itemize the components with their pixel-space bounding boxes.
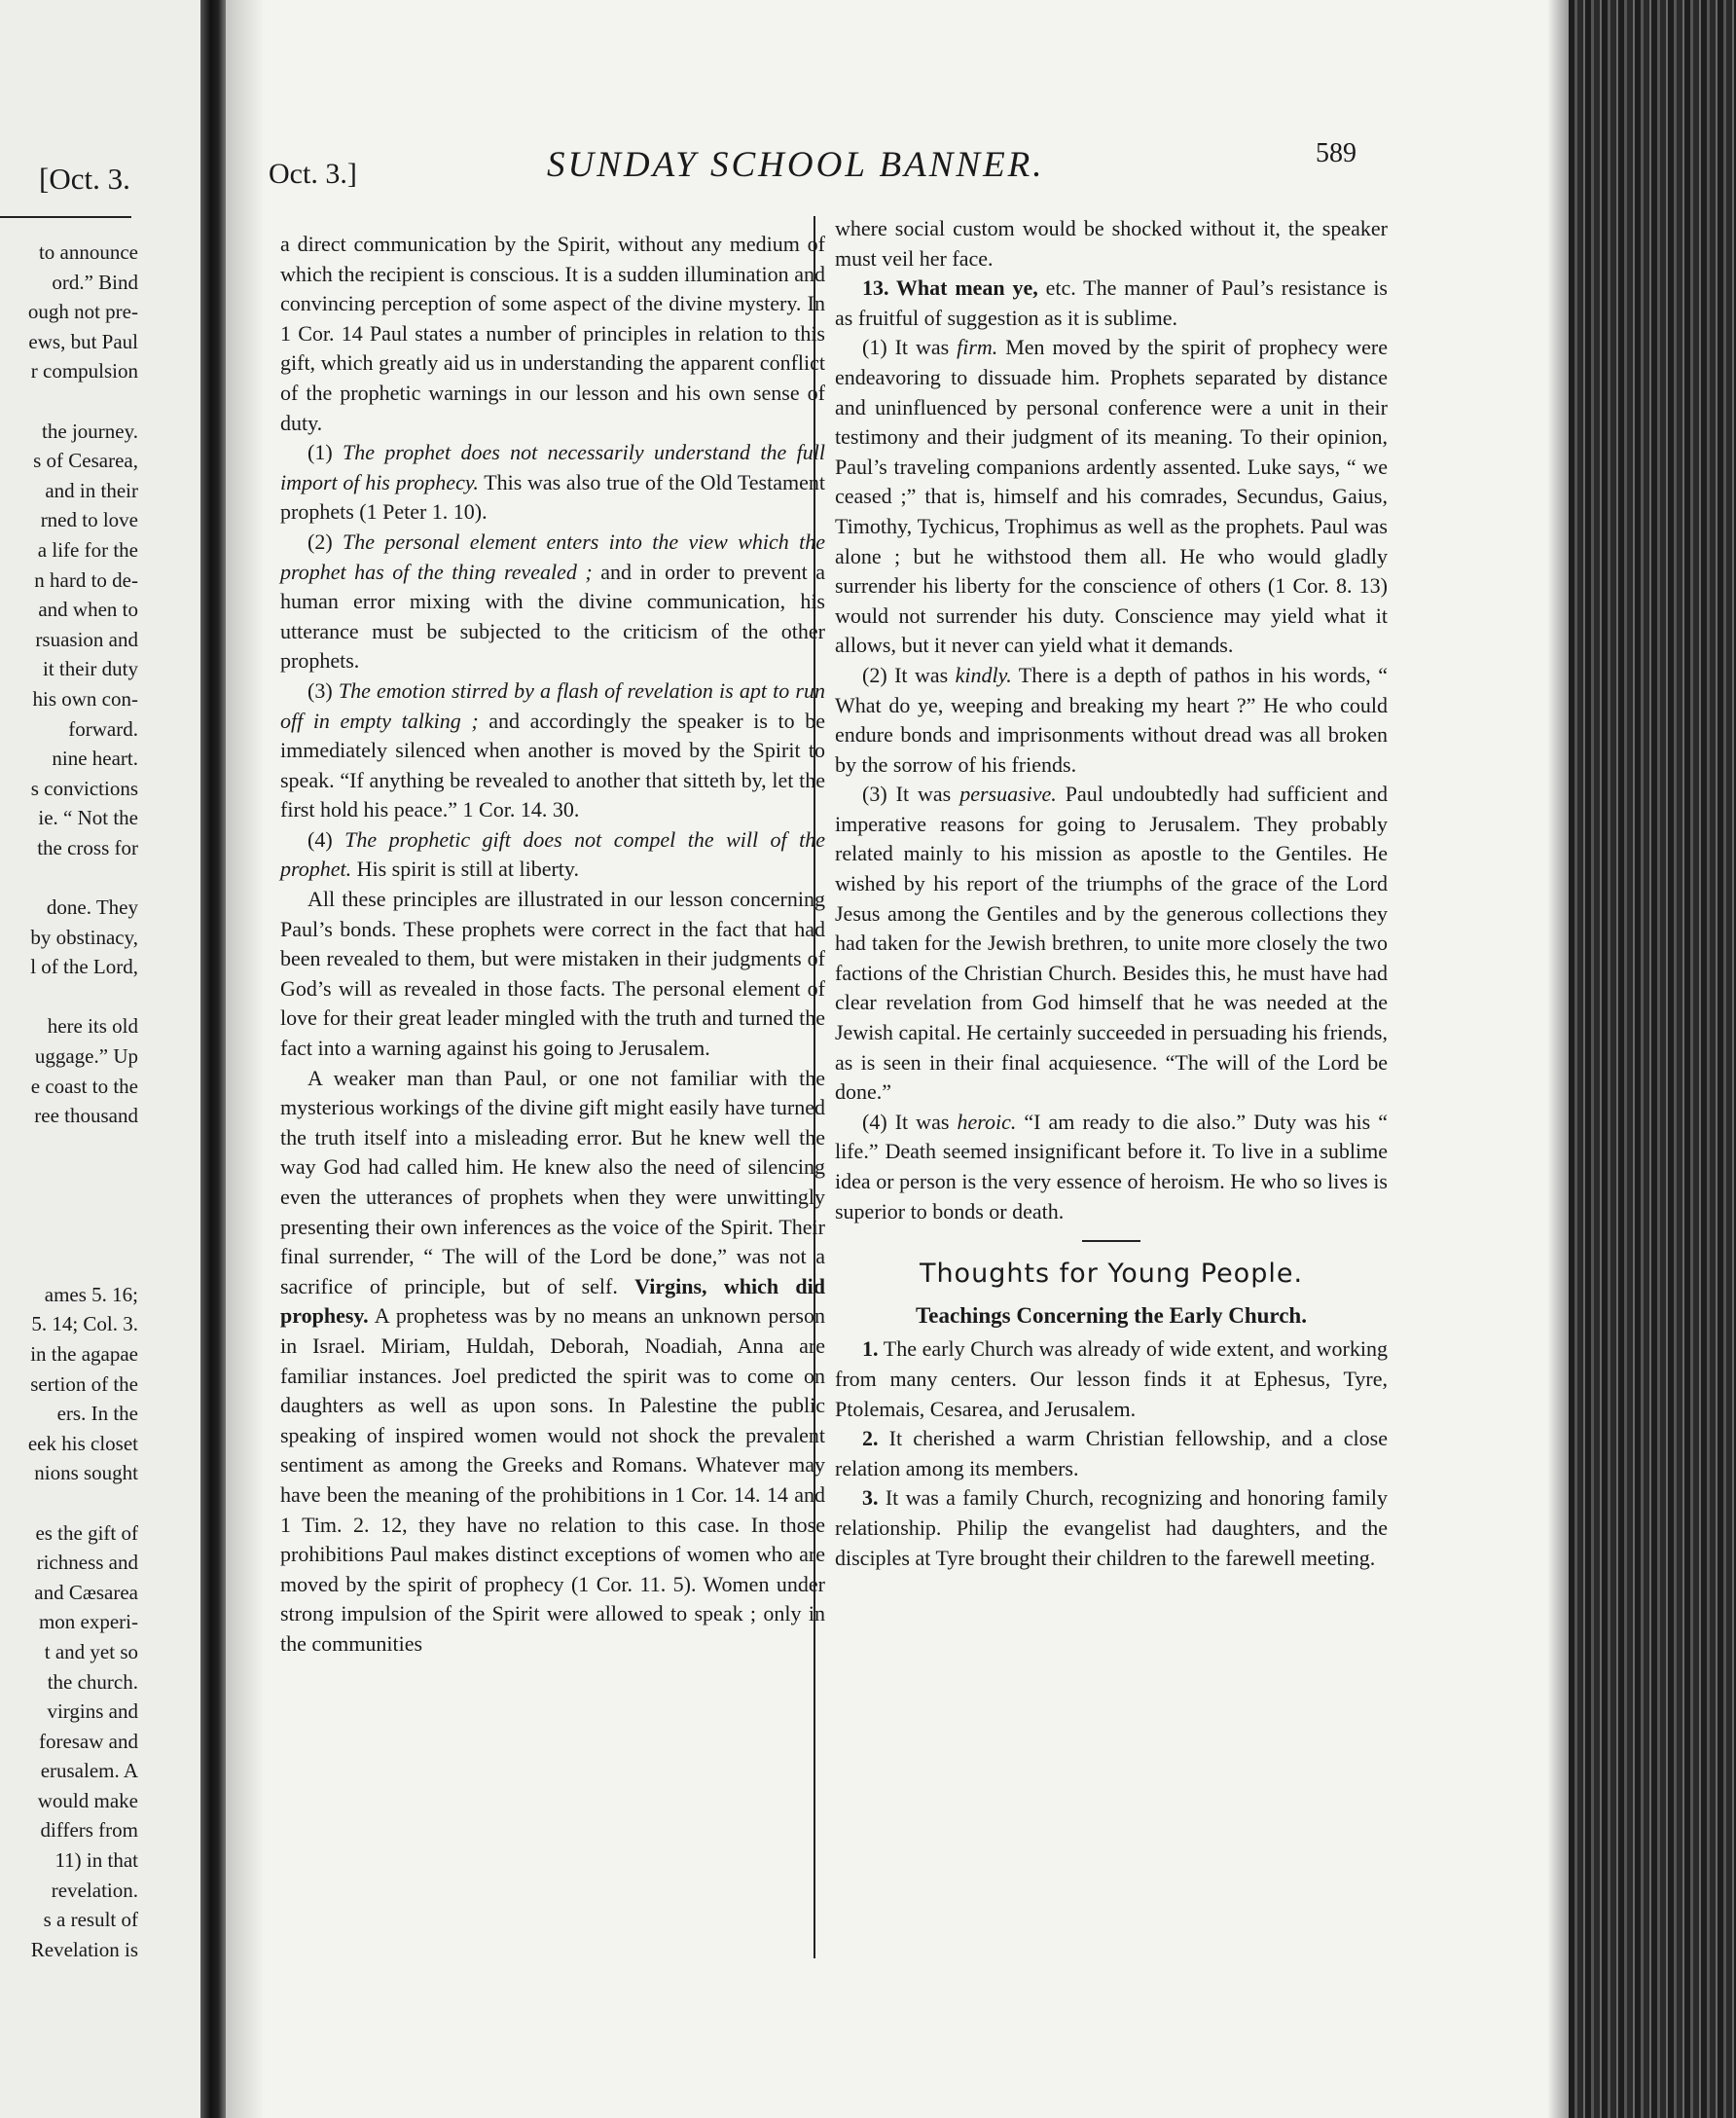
bold-lemma: Virgins, which did prophesy.	[280, 1273, 825, 1329]
left-page-line: ree thousand	[34, 1104, 138, 1128]
principle-number: (1)	[307, 440, 344, 465]
left-page-line: mon experi-	[38, 1610, 138, 1634]
left-page-line: in the agapae	[30, 1341, 138, 1366]
left-page-line: s convictions	[30, 776, 138, 800]
left-page-line: ough not pre-	[27, 300, 138, 324]
book-gutter	[200, 0, 226, 2118]
running-head-title: SUNDAY SCHOOL BANNER.	[547, 145, 1045, 185]
left-page-line	[0, 1250, 138, 1280]
left-page-line: erusalem. A	[40, 1759, 138, 1783]
column-right	[835, 214, 1388, 1573]
left-page-line	[0, 862, 138, 893]
left-facing-page	[0, 0, 200, 2118]
left-page-line: s a result of	[43, 1908, 138, 1932]
point-4	[835, 1108, 1388, 1226]
left-page-line: the cross for	[37, 835, 138, 859]
running-head-date: Oct. 3.]	[269, 158, 357, 190]
principle-2	[280, 528, 825, 676]
principle-number: (4)	[307, 826, 345, 852]
teaching-2	[835, 1424, 1388, 1483]
left-page-line: rsuasion and	[35, 627, 138, 651]
point-text: There is a depth of pathos in his words, “ What do ye, weeping and breaking my heart ?” He who could endure bonds and imprisonments without dread was all broken by the sorrow of his friends.	[835, 662, 1388, 777]
left-page-line: it their duty	[43, 657, 138, 681]
left-page-line: es the gift of	[35, 1520, 138, 1545]
point-number: (1) It was	[862, 335, 958, 360]
principle-4	[280, 825, 825, 885]
principle-statement: The emotion stirred by a flash of revelation is apt to run off in empty talking ;	[280, 677, 825, 733]
principle-text: This was also true of the Old Testament prophets (1 Peter 1. 10).	[280, 469, 825, 525]
teaching-1	[835, 1334, 1388, 1424]
left-page-line: nions sought	[34, 1461, 138, 1485]
point-keyword: persuasive.	[959, 782, 1057, 807]
principle-text: His spirit is still at liberty.	[351, 857, 579, 882]
principle-text: and in order to prevent a human error mixing with the divine communication, his utterance must be subjected to the criticism of the other prophets.	[280, 559, 825, 674]
left-page-line: and Cæsarea	[34, 1580, 138, 1604]
book-page-edges	[1569, 0, 1736, 2118]
principle-statement: The personal element enters into the view which the prophet has of the thing revealed ;	[280, 529, 826, 584]
point-text: “I am ready to die also.” Duty was his “ life.” Death seemed insignificant before it. To live in a sublime idea or person is the very essence of heroism. He who so lives is superior to bonds or death.	[835, 1109, 1388, 1223]
teaching-number: 2.	[862, 1426, 879, 1451]
left-page-line: virgins and	[47, 1699, 138, 1724]
main-page	[226, 0, 1569, 2118]
paragraph-text: A prophetess was by no means an unknown person in Israel. Miriam, Huldah, Deborah, Noadiah, Anna are familiar instances. Joel predicted the spirit was to come on daughters as well as upon sons. In Palestine the public speaking of inspired women would not shock the prevalent sentiment as among the Greeks and Romans. Whatever may have been the meaning of the prohibitions in 1 Cor. 14. 14 and 1 Tim. 2. 12, they have no relation to this case. In those prohibitions Paul makes distinct exceptions of women who are moved by the spirit of prophecy (1 Cor. 11. 5). Women under strong impulsion of the Spirit were allowed to speak ; only in the communities	[280, 1303, 825, 1656]
principle-text: and accordingly the speaker is to be immediately silenced when another is moved by the Spirit to speak. “If anything be revealed to another that sitteth by, let the first hold his peace.” 1 Cor. 14. 30.	[280, 708, 826, 822]
left-page-line: revelation.	[51, 1878, 138, 1902]
point-text: Men moved by the spirit of prophecy were endeavoring to dissuade him. Prophets separated by distance and uninfluenced by personal conference were a unit in their testimony and their judgment of its meaning. To their opinion, Paul’s traveling companions ardently assented. Luke says, “ we ceased ;” that is, himself and his comrades, Secundus, Gaius, Timothy, Tychicus, Trophimus as well as the prophets. Paul was alone ; but he withstood them all. He who would gladly surrender his liberty for the conscience of others (1 Cor. 8. 13) would not surrender his duty. Conscience may yield what it allows, but it never can yield what it demands.	[835, 335, 1388, 658]
left-page-line: forward.	[68, 716, 138, 741]
left-page-line: a life for the	[37, 537, 138, 562]
left-page-line: ames 5. 16;	[44, 1282, 138, 1306]
paragraph	[835, 274, 1388, 333]
left-page-line	[0, 1190, 138, 1221]
left-page-line: sertion of the	[30, 1371, 138, 1396]
bold-lemma: 13. What mean ye,	[862, 275, 1038, 301]
principle-statement: The prophet does not necessarily understand the full import of his prophecy.	[280, 440, 825, 494]
left-page-line	[0, 982, 138, 1012]
left-page-line	[0, 1488, 138, 1518]
left-page-line: 11) in that	[54, 1848, 138, 1873]
left-page-header: [Oct. 3.	[39, 162, 130, 196]
left-page-line: here its old	[47, 1014, 138, 1039]
principle-3	[280, 676, 825, 825]
left-page-line: n hard to de-	[34, 567, 138, 592]
left-page-rule	[0, 216, 131, 218]
page-number: 589	[1316, 138, 1356, 168]
left-page-line: rned to love	[40, 508, 138, 532]
paragraph-text: A weaker man than Paul, or one not familiar with the mysterious workings of the divine gift might easily have turned the truth itself into a misleading error. But he knew well the way God had called him. He knew also the need of silencing even the utterances of prophets when they were unwittingly presenting their own inferences as the voice of the Spirit. Their final surrender, “ The will of the Lord be done,” was not a sacrifice of principle, but of self.	[280, 1065, 825, 1298]
point-keyword: kindly.	[955, 662, 1012, 687]
section-separator	[1082, 1240, 1140, 1242]
left-page-line: ord.” Bind	[52, 270, 138, 294]
left-page-line: ers. In the	[56, 1402, 138, 1426]
left-page-line: Revelation is	[30, 1937, 138, 1961]
left-page-line: t and yet so	[44, 1639, 138, 1663]
point-keyword: heroic.	[957, 1109, 1017, 1134]
left-page-line	[0, 1131, 138, 1161]
paragraph: All these principles are illustrated in our lesson concerning Paul’s bonds. These prophets were correct in the fact that had been revealed to them, but were mistaken in their judgments of God’s will as revealed in those facts. The personal element of love for their great leader mingled with the truth and turned the fact into a warning against his going to Jerusalem.	[280, 887, 825, 1061]
left-page-line: eek his closet	[27, 1431, 138, 1455]
left-page-line: the journey.	[42, 419, 138, 443]
left-page-line	[0, 1221, 138, 1251]
principle-1	[280, 438, 825, 528]
principle-statement: The prophetic gift does not compel the will of the prophet.	[280, 826, 825, 882]
teaching-3	[835, 1483, 1388, 1573]
left-page-line: and when to	[38, 598, 138, 622]
page-edge-curl	[1547, 0, 1569, 2118]
teaching-text: It cherished a warm Christian fellowship, and a close relation among its members.	[835, 1426, 1388, 1480]
teaching-number: 1.	[862, 1336, 879, 1362]
point-2	[835, 661, 1388, 780]
left-page-line: nine heart.	[52, 747, 138, 771]
point-number: (4) It was	[862, 1109, 958, 1134]
left-page-line: e coast to the	[30, 1074, 138, 1098]
left-page-line: foresaw and	[38, 1729, 138, 1753]
teaching-text: The early Church was already of wide extent, and working from many centers. Our lesson finds it at Ephesus, Tyre, Ptolemais, Cesarea, and Jerusalem.	[835, 1336, 1388, 1421]
left-page-line: 5. 14; Col. 3.	[31, 1312, 138, 1336]
section-subtitle: Teachings Concerning the Early Church.	[916, 1302, 1307, 1328]
left-page-line: the church.	[47, 1669, 138, 1694]
teaching-text: It was a family Church, recognizing and honoring family relationship. Philip the evangelist had daughters, and the disciples at Tyre brought their children to the farewell meeting.	[835, 1485, 1388, 1570]
point-keyword: firm.	[957, 335, 998, 360]
left-page-line: richness and	[36, 1551, 138, 1575]
principle-number: (2)	[307, 529, 344, 554]
left-page-line: ie. “ Not the	[38, 806, 138, 830]
paragraph-text: etc. The manner of Paul’s resistance is as fruitful of suggestion as it is sublime.	[835, 275, 1388, 330]
paragraph: a direct communication by the Spirit, without any medium of which the recipient is conscious. It is a sudden illumination and convincing perception of some aspect of the divine mystery. In 1 Cor. 14 Paul states a number of principles in relation to this gift, which greatly aid us in understanding the apparent conflict of the prophetic warnings in our lesson and his own sense of duty.	[280, 232, 825, 435]
left-page-text	[0, 237, 138, 1964]
left-page-line: done. They	[46, 895, 138, 920]
left-page-line: would make	[37, 1788, 138, 1812]
section-title: Thoughts for Young People.	[919, 1259, 1304, 1290]
left-page-line	[0, 1160, 138, 1190]
point-1	[835, 333, 1388, 661]
principle-number: (3)	[307, 677, 339, 703]
column-left	[280, 230, 825, 1660]
left-page-line: by obstinacy,	[30, 925, 138, 949]
left-page-line: his own con-	[32, 686, 138, 711]
left-page-line	[0, 386, 138, 417]
left-page-line: ews, but Paul	[28, 329, 138, 353]
paragraph	[280, 1064, 825, 1660]
left-page-line: r compulsion	[30, 359, 138, 383]
paragraph: where social custom would be shocked without it, the speaker must veil her face.	[835, 216, 1388, 271]
teaching-number: 3.	[862, 1485, 879, 1511]
point-number: (3) It was	[862, 782, 960, 807]
left-page-line: uggage.” Up	[34, 1044, 138, 1069]
page-shadow	[226, 0, 265, 2118]
left-page-line: to announce	[38, 240, 138, 264]
left-page-line: differs from	[40, 1818, 138, 1843]
point-3	[835, 780, 1388, 1108]
left-page-line: and in their	[45, 478, 138, 502]
point-text: Paul undoubtedly had sufficient and imperative reasons for going to Jerusalem. They probably related mainly to his mission as apostle to the Gentiles. He wished by his report of the triumphs of the grace of the Lord Jesus among the Gentiles and by the generous collections they had taken for the Jewish brethren, to unite more closely the two factions of the Christian Church. Besides this, he must have had clear revelation from God himself that he was needed at the Jewish capital. He certainly succeeded in persuading his friends, as is seen in their final acquiesence. “The will of the Lord be done.”	[835, 782, 1388, 1105]
point-number: (2) It was	[862, 662, 956, 687]
left-page-line: s of Cesarea,	[33, 449, 138, 473]
left-page-line: l of the Lord,	[30, 955, 138, 979]
